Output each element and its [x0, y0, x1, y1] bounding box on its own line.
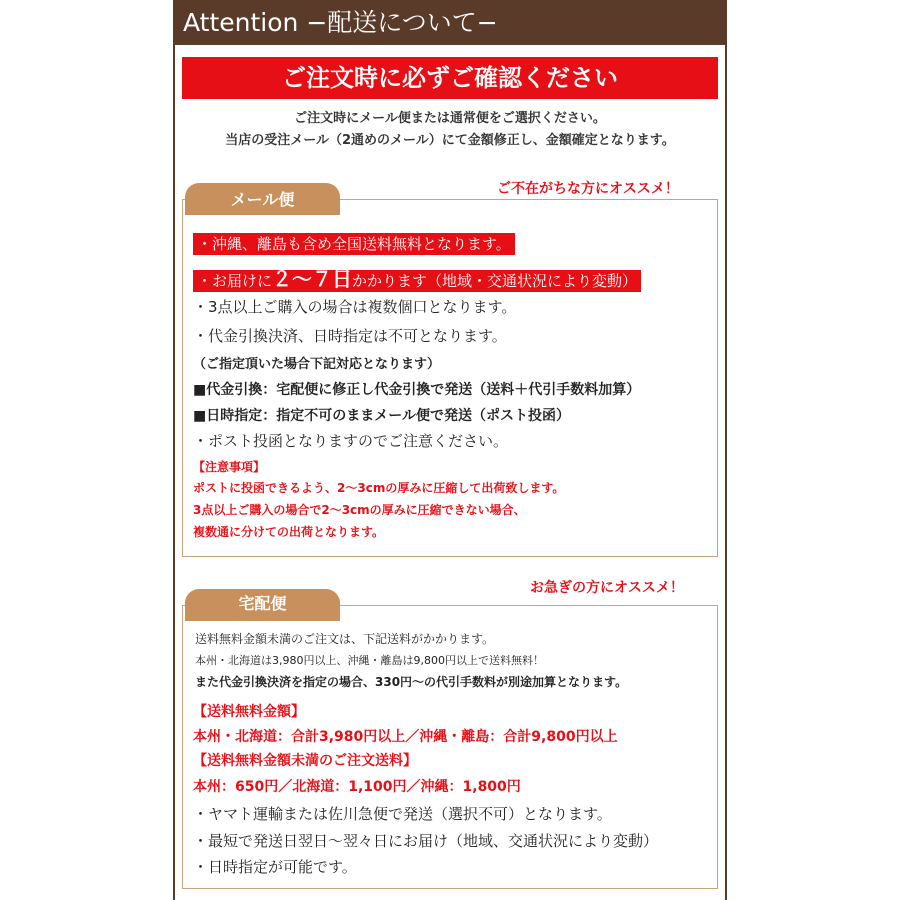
mail-line-7: ■日時指定：指定不可のままメール便で発送（ポスト投函） [193, 408, 570, 424]
mail-tab: メール便 [185, 183, 340, 215]
mail-line-8: ・ポスト投函となりますのでご注意ください。 [193, 432, 509, 450]
confirm-banner: ご注文時に必ずご確認ください [182, 57, 718, 99]
mail-note-1: ポストに投函できるよう、2〜3cmの厚みに圧縮して出荷致します。 [193, 481, 565, 495]
mail-recommend: ご不在がちな方にオススメ！ [497, 181, 679, 197]
takuhai-line-5: ・最短で発送日翌日〜翌々日にお届け（地域、交通状況により変動） [193, 832, 659, 850]
intro-line-2: 当店の受注メール（2通めのメール）にて金額修正し、金額確定となります。 [225, 133, 675, 148]
mail-highlight-2: ・お届けに２〜７日かかります（地域・交通状況により変動） [193, 263, 641, 292]
mail-highlight-1: ・沖縄、離島も含め全国送料無料となります。 [193, 233, 515, 254]
mail-line-6: ■代金引換：宅配便に修正し代金引換で発送（送料＋代引手数料加算） [193, 382, 641, 398]
page-header: Attention −配送について− [173, 0, 727, 45]
mail-note-3: 複数通に分けての出荷となります。 [193, 525, 385, 539]
takuhai-tab: 宅配便 [185, 589, 340, 621]
takuhai-line-2: 本州・北海道は3,980円以上、沖縄・離島は9,800円以上で送料無料！ [195, 654, 544, 667]
takuhai-line-1: 送料無料金額未満のご注文は、下記送料がかかります。 [195, 632, 495, 646]
mail-note-title: 【注意事項】 [193, 460, 266, 474]
takuhai-fee-value: 本州：650円／北海道：1,100円／沖縄：1,800円 [193, 779, 521, 795]
mail-line-5: （ご指定頂いた場合下記対応となります） [193, 357, 441, 372]
intro-line-1: ご注文時にメール便または通常便をご選択ください。 [294, 111, 606, 126]
takuhai-line-4: ・ヤマト運輸または佐川急便で発送（選択不可）となります。 [193, 805, 612, 823]
mail-line-3: ・3点以上ご購入の場合は複数個口となります。 [193, 298, 517, 316]
takuhai-line-3: また代金引換決済を指定の場合、330円〜の代引手数料が別途加算となります。 [195, 675, 628, 689]
takuhai-line-6: ・日時指定が可能です。 [193, 858, 357, 876]
takuhai-recommend: お急ぎの方にオススメ！ [530, 580, 684, 596]
takuhai-free-value: 本州・北海道：合計3,980円以上／沖縄・離島：合計9,800円以上 [193, 729, 618, 745]
mail-note-2: 3点以上ご購入の場合で2〜3cmの厚みに圧縮できない場合、 [193, 503, 526, 517]
takuhai-fee-title: 【送料無料金額未満のご注文送料】 [193, 753, 417, 769]
mail-line-4: ・代金引換決済、日時指定は不可となります。 [193, 327, 507, 345]
takuhai-free-title: 【送料無料金額】 [193, 704, 305, 720]
intro-text [173, 108, 727, 152]
